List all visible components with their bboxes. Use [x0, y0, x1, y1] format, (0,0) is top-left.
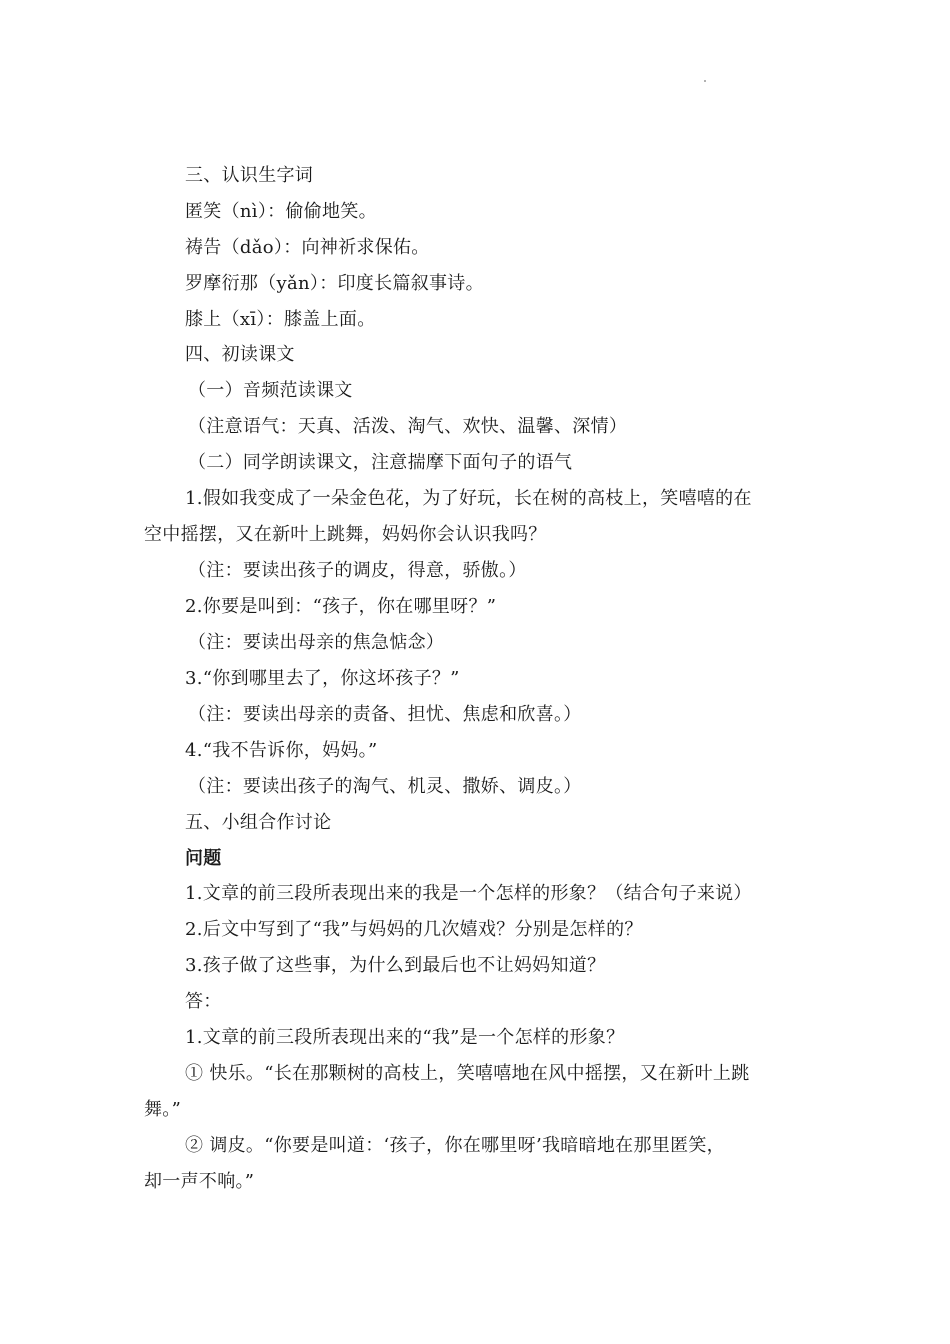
subsection-heading: （一）音频范读课文 [188, 380, 353, 401]
answer-heading: 答： [185, 991, 222, 1012]
question-line: 2.后文中写到了“我”与妈妈的几次嬉戏？分别是怎样的？ [185, 919, 643, 940]
section-heading-3: 三、认识生字词 [185, 165, 314, 186]
question-line: 1.文章的前三段所表现出来的我是一个怎样的形象？（结合句子来说） [185, 883, 752, 904]
section-heading-4: 四、初读课文 [185, 344, 295, 365]
note-line: （注意语气：天真、活泼、淘气、欢快、温馨、深情） [188, 416, 628, 437]
note-line: （注：要读出孩子的调皮，得意，骄傲。） [188, 560, 527, 581]
note-line: （注：要读出孩子的淘气、机灵、撒娇、调皮。） [188, 776, 582, 797]
paragraph-line: 1.假如我变成了一朵金色花，为了好玩，长在树的高枝上，笑嘻嘻的在 [185, 488, 752, 509]
answer-line: 舞。” [144, 1099, 182, 1120]
answer-line: ① 快乐。“长在那颗树的高枝上，笑嘻嘻地在风中摇摆，又在新叶上跳 [185, 1063, 750, 1084]
paragraph-line: 空中摇摆，又在新叶上跳舞，妈妈你会认识我吗？ [144, 524, 547, 545]
vocab-line: 膝上（xī）：膝盖上面。 [185, 309, 376, 330]
note-line: （注：要读出母亲的焦急惦念） [188, 632, 445, 653]
answer-line: ② 调皮。“你要是叫道：‘孩子，你在哪里呀’我暗暗地在那里匿笑， [185, 1135, 725, 1156]
answer-line: 1.文章的前三段所表现出来的“我”是一个怎样的形象？ [185, 1027, 625, 1048]
vocab-line: 罗摩衍那（yǎn）：印度长篇叙事诗。 [185, 273, 484, 294]
page-dot-mark [704, 80, 706, 82]
section-heading-5: 五、小组合作讨论 [185, 812, 332, 833]
vocab-line: 匿笑（nì）：偷偷地笑。 [185, 201, 377, 222]
vocab-line: 祷告（dǎo）：向神祈求保佑。 [185, 237, 430, 258]
paragraph-line: 4.“我不告诉你，妈妈。” [185, 740, 378, 761]
question-heading: 问题 [185, 848, 222, 869]
answer-line: 却一声不响。” [144, 1171, 255, 1192]
question-line: 3.孩子做了这些事，为什么到最后也不让妈妈知道？ [185, 955, 606, 976]
note-line: （注：要读出母亲的责备、担忧、焦虑和欣喜。） [188, 704, 582, 725]
paragraph-line: 2.你要是叫到：“孩子，你在哪里呀？” [185, 596, 497, 617]
subsection-heading: （二）同学朗读课文，注意揣摩下面句子的语气 [188, 452, 573, 473]
paragraph-line: 3.“你到哪里去了，你这坏孩子？” [185, 668, 460, 689]
